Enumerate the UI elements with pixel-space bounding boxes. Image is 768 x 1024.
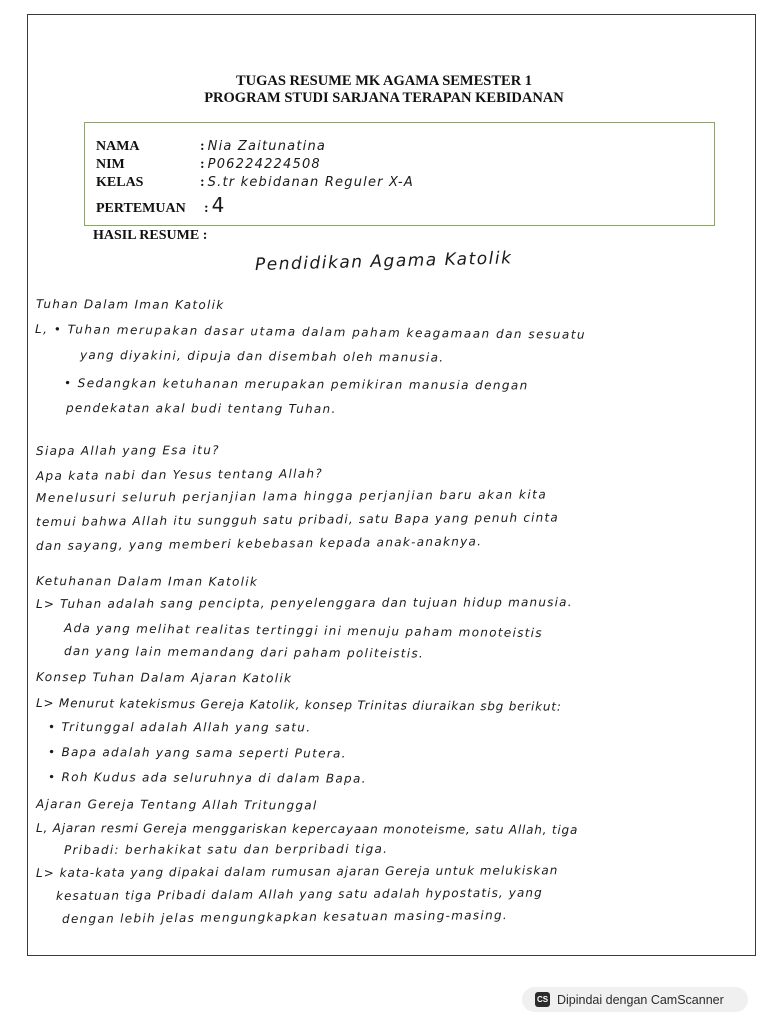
camscanner-logo-icon: CS	[535, 992, 550, 1007]
question-siapa-allah: Siapa Allah yang Esa itu?	[35, 443, 220, 458]
line-berhakikat: Pribadi: berhakikat satu dan berpribadi tiga.	[63, 841, 389, 857]
line-kesatuan-tiga: kesatuan tiga Pribadi dalam Allah yang satu adalah hypostatis, yang	[55, 885, 543, 903]
line-katekismus: L> Menurut katekismus Gereja Katolik, konsep Trinitas diuraikan sbg berikut:	[35, 696, 562, 714]
pertemuan-value: 4	[211, 193, 226, 217]
line-akal-budi: pendekatan akal budi tentang Tuhan.	[65, 401, 337, 416]
nama-colon: :	[200, 139, 205, 154]
question-apa-kata-nabi: Apa kata nabi dan Yesus tentang Allah?	[35, 466, 324, 483]
camscanner-watermark	[522, 987, 748, 1012]
line-sedangkan-ketuhanan: • Sedangkan ketuhanan merupakan pemikiran manusia dengan	[63, 376, 529, 393]
line-kata-kata: L> kata-kata yang dipakai dalam rumusan ajaran Gereja untuk melukiskan	[35, 863, 559, 880]
nim-label: NIM	[96, 157, 125, 172]
kelas-colon: :	[200, 175, 205, 190]
identity-row-nama	[96, 139, 326, 157]
line-mengungkapkan: dengan lebih jelas mengungkapkan kesatuan masing-masing.	[61, 908, 509, 926]
heading-ketuhanan-dalam-iman: Ketuhanan Dalam Iman Katolik	[35, 574, 259, 589]
heading-tuhan-dalam-iman: Tuhan Dalam Iman Katolik	[35, 297, 225, 312]
kelas-value: S.tr kebidanan Reguler X-A	[207, 175, 414, 190]
line-politeistis: dan yang lain memandang dari paham politeistis.	[63, 644, 425, 661]
line-temui-bahwa: temui bahwa Allah itu sungguh satu pribadi, satu Bapa yang penuh cinta	[35, 510, 559, 529]
heading-ajaran-gereja: Ajaran Gereja Tentang Allah Tritunggal	[35, 797, 318, 813]
pertemuan-colon: :	[204, 201, 209, 216]
document-heading-line-2: PROGRAM STUDI SARJANA TERAPAN KEBIDANAN	[204, 90, 564, 106]
resume-title: Pendidikan Agama Katolik	[254, 248, 513, 275]
identity-row-pertemuan	[96, 193, 226, 217]
nim-colon: :	[200, 157, 205, 172]
pertemuan-label: PERTEMUAN	[96, 201, 186, 216]
bullet-roh-kudus: • Roh Kudus ada seluruhnya di dalam Bapa.	[47, 770, 367, 786]
line-tuhan-dasar: L, • Tuhan merupakan dasar utama dalam paham keagamaan dan sesuatu	[34, 322, 587, 342]
camscanner-text: Dipindai dengan CamScanner	[557, 992, 724, 1007]
line-sang-pencipta: L> Tuhan adalah sang pencipta, penyelenggara dan tujuan hidup manusia.	[35, 595, 573, 611]
nim-value: P06224224508	[207, 157, 321, 172]
line-realitas-tertinggi: Ada yang melihat realitas tertinggi ini menuju paham monoteistis	[63, 621, 543, 641]
bullet-tritunggal: • Tritunggal adalah Allah yang satu.	[47, 720, 312, 735]
nama-label: NAMA	[96, 139, 140, 154]
heading-konsep-tuhan: Konsep Tuhan Dalam Ajaran Katolik	[35, 670, 293, 686]
nama-value: Nia Zaitunatina	[207, 139, 327, 154]
hasil-resume-label: HASIL RESUME :	[93, 228, 208, 243]
line-ajaran-resmi: L, Ajaran resmi Gereja menggariskan kepercayaan monoteisme, satu Allah, tiga	[35, 821, 579, 837]
document-heading-line-1: TUGAS RESUME MK AGAMA SEMESTER 1	[235, 73, 533, 89]
line-dan-sayang: dan sayang, yang memberi kebebasan kepada anak-anaknya.	[35, 534, 483, 553]
identity-row-nim	[96, 157, 321, 175]
line-diyakini: yang diyakini, dipuja dan disembah oleh manusia.	[79, 348, 445, 365]
identity-row-kelas	[96, 175, 414, 193]
line-menelusuri: Menelusuri seluruh perjanjian lama hingga perjanjian baru akan kita	[35, 487, 548, 505]
kelas-label: KELAS	[96, 175, 144, 190]
bullet-bapa-putera: • Bapa adalah yang sama seperti Putera.	[47, 745, 347, 761]
